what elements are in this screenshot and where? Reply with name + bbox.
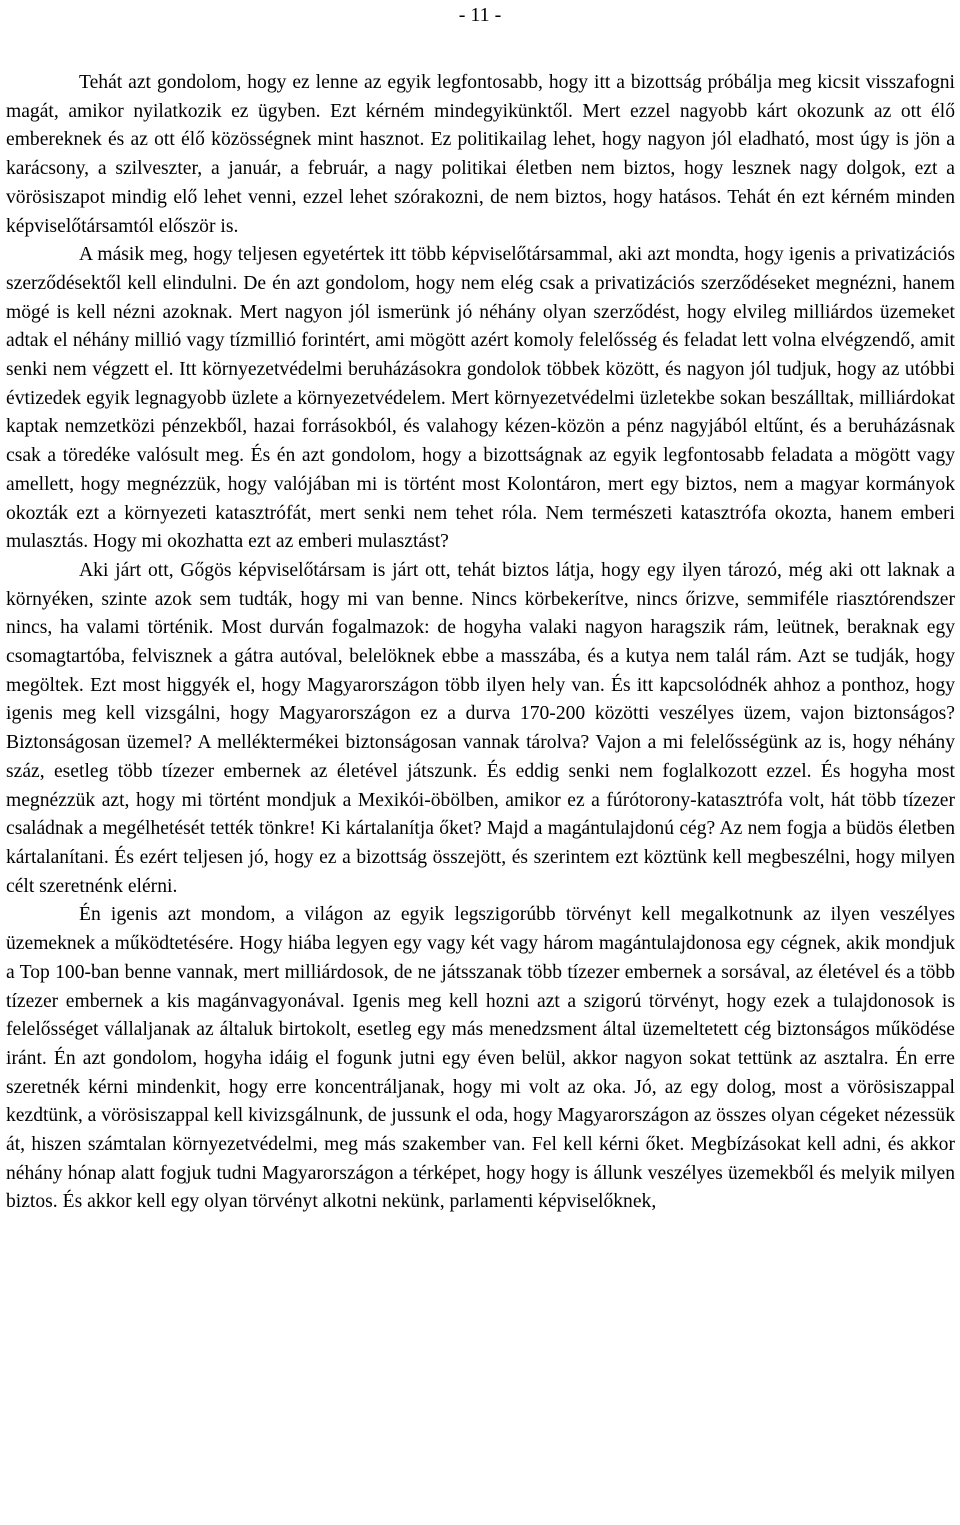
paragraph-2: A másik meg, hogy teljesen egyetértek itt több képviselőtársammal, aki azt mondta, hogy igenis a privatizációs szerződésektől kell elindulni. De én azt gondolom, hogy nem elég csak a privatizációs szerződéseket megnézni, hanem mögé is kell nézni azoknak. Mert nagyon jól ismerünk jó néhány olyan szerződést, hogy elvileg milliárdos üzemeket adtak el néhány millió vagy tízmillió forintért, ami mögött azért komoly felelősség és feladat lett volna elvégzendő, amit senki nem végzett el. Itt környezetvédelmi beruházásokra gondolok többek között, és nagyon jól tudjuk, hogy az utóbbi évtizedek egyik legnagyobb üzlete a környezetvédelem. Mert környezetvédelmi üzletekbe sokan beszálltak, milliárdokat kaptak nemzetközi pénzekből, hazai forrásokból, és valahogy kézen-közön a pénz nagyjából eltűnt, és a beruházásnak csak a töredéke valósult meg. És én azt gondolom, hogy a bizottságnak az egyik legfontosabb feladata a mögött vagy amellett, hogy megnézzük, hogy valójában mi is történt most Kolontáron, mert egy biztos, nem a magyar kormányok okozták ezt a környezeti katasztrófát, mert senki nem tehet róla. Nem természeti katasztrófa okozta, hanem emberi mulasztás. Hogy mi okozhatta ezt az emberi mulasztást? [6, 244, 955, 553]
paragraph-3: Aki járt ott, Gőgös képviselőtársam is járt ott, tehát biztos látja, hogy egy ilyen tározó, még aki ott laknak a környéken, szinte azok sem tudták, hogy mi van benne. Nincs körbekerítve, nincs őrizve, semmiféle riasztórendszer nincs, ha valami történik. Most durván fogalmazok: de hogyha valaki nagyon haragszik rám, leütnek, beraknak egy csomagtartóba, felvisznek a gátra autóval, belelöknek ebbe a masszába, és a kutya nem talál rám. Azt se tudják, hogy megöltek. Ezt most higgyék el, hogy Magyarországon több ilyen hely van. És itt kapcsolódnék ahhoz a ponthoz, hogy igenis meg kell vizsgálni, hogy Magyarországon ez a durva 170-200 közötti veszélyes üzem, vajon biztonságos? Biztonságosan üzemel? A melléktermékei biztonságosan vannak tárolva? Vajon a mi felelősségünk az is, hogy néhány száz, esetleg több tízezer embernek az életével játszunk. És eddig senki nem foglalkozott ezzel. És hogyha most megnézzük azt, hogy mi történt mondjuk a Mexikói-öbölben, amikor ez a fúrótorony-katasztrófa volt, hát több tízezer családnak a megélhetését tették tönkre! Ki kártalanítja őket? Majd a magántulajdonú cég? Az nem fogja a büdös életben kártalanítani. És ezért teljesen jó, hogy ez a bizottság összejött, és szerintem ezt köztünk kell megbeszélni, hogy milyen célt szeretnénk elérni. [6, 559, 955, 897]
document-body [6, 69, 955, 1217]
page-number: - 11 - [458, 4, 502, 26]
paragraph-4: Én igenis azt mondom, a világon az egyik legszigorúbb törvényt kell megalkotnunk az ilyen veszélyes üzemeknek a működtetésére. Hogy hiába legyen egy vagy két vagy három magántulajdonosa egy cégnek, akik mondjuk a Top 100-ban benne vannak, mert milliárdosok, de ne játsszanak több tízezer embernek a sorsával, az életével és a több tízezer embernek a kis magánvagyonával. Igenis meg kell hozni azt a szigorú törvényt, hogy ezek a tulajdonosok is felelősséget vállaljanak az általuk birtokolt, esetleg egy más menedzsment által üzemeltetett cég biztonságos működése iránt. Én azt gondolom, hogyha idáig el fogunk jutni egy éven belül, akkor nagyon sokat tettünk az asztalra. Én erre szeretnék kérni mindenkit, hogy erre koncentráljanak, hogy mi volt az oka. Jó, az egy dolog, most a vörösiszappal kezdtünk, a vörösiszappal kell kivizsgálnunk, de jussunk el oda, hogy Magyarországon az összes olyan cégeket nézessük át, hiszen számtalan környezetvédelmi, meg más szakember van. Fel kell kérni őket. Megbízásokat kell adni, és akkor néhány hónap alatt fogjuk tudni Magyarországon a térképet, hogy hogy is állunk veszélyes üzemekből és melyik milyen biztos. És akkor kell egy olyan törvényt alkotni nekünk, parlamenti képviselőknek, [6, 904, 955, 1213]
paragraph-1: Tehát azt gondolom, hogy ez lenne az egyik legfontosabb, hogy itt a bizottság próbálja meg kicsit visszafogni magát, amikor nyilatkozik ez ügyben. Ezt kérném mindegyikünktől. Mert ezzel nagyobb kárt okozunk az ott élő embereknek és az ott élő közösségnek mint hasznot. Ez politikailag lehet, hogy nagyon jól eladható, most úgy is jön a karácsony, a szilveszter, a január, a február, a nagy politikai életben nem biztos, hogy lesznek nagy dolgok, ezt a vörösiszapot mindig elő lehet venni, ezzel lehet szórakozni, de nem biztos, hogy hatásos. Tehát én ezt kérném minden képviselőtársamtól először is. [6, 72, 955, 237]
